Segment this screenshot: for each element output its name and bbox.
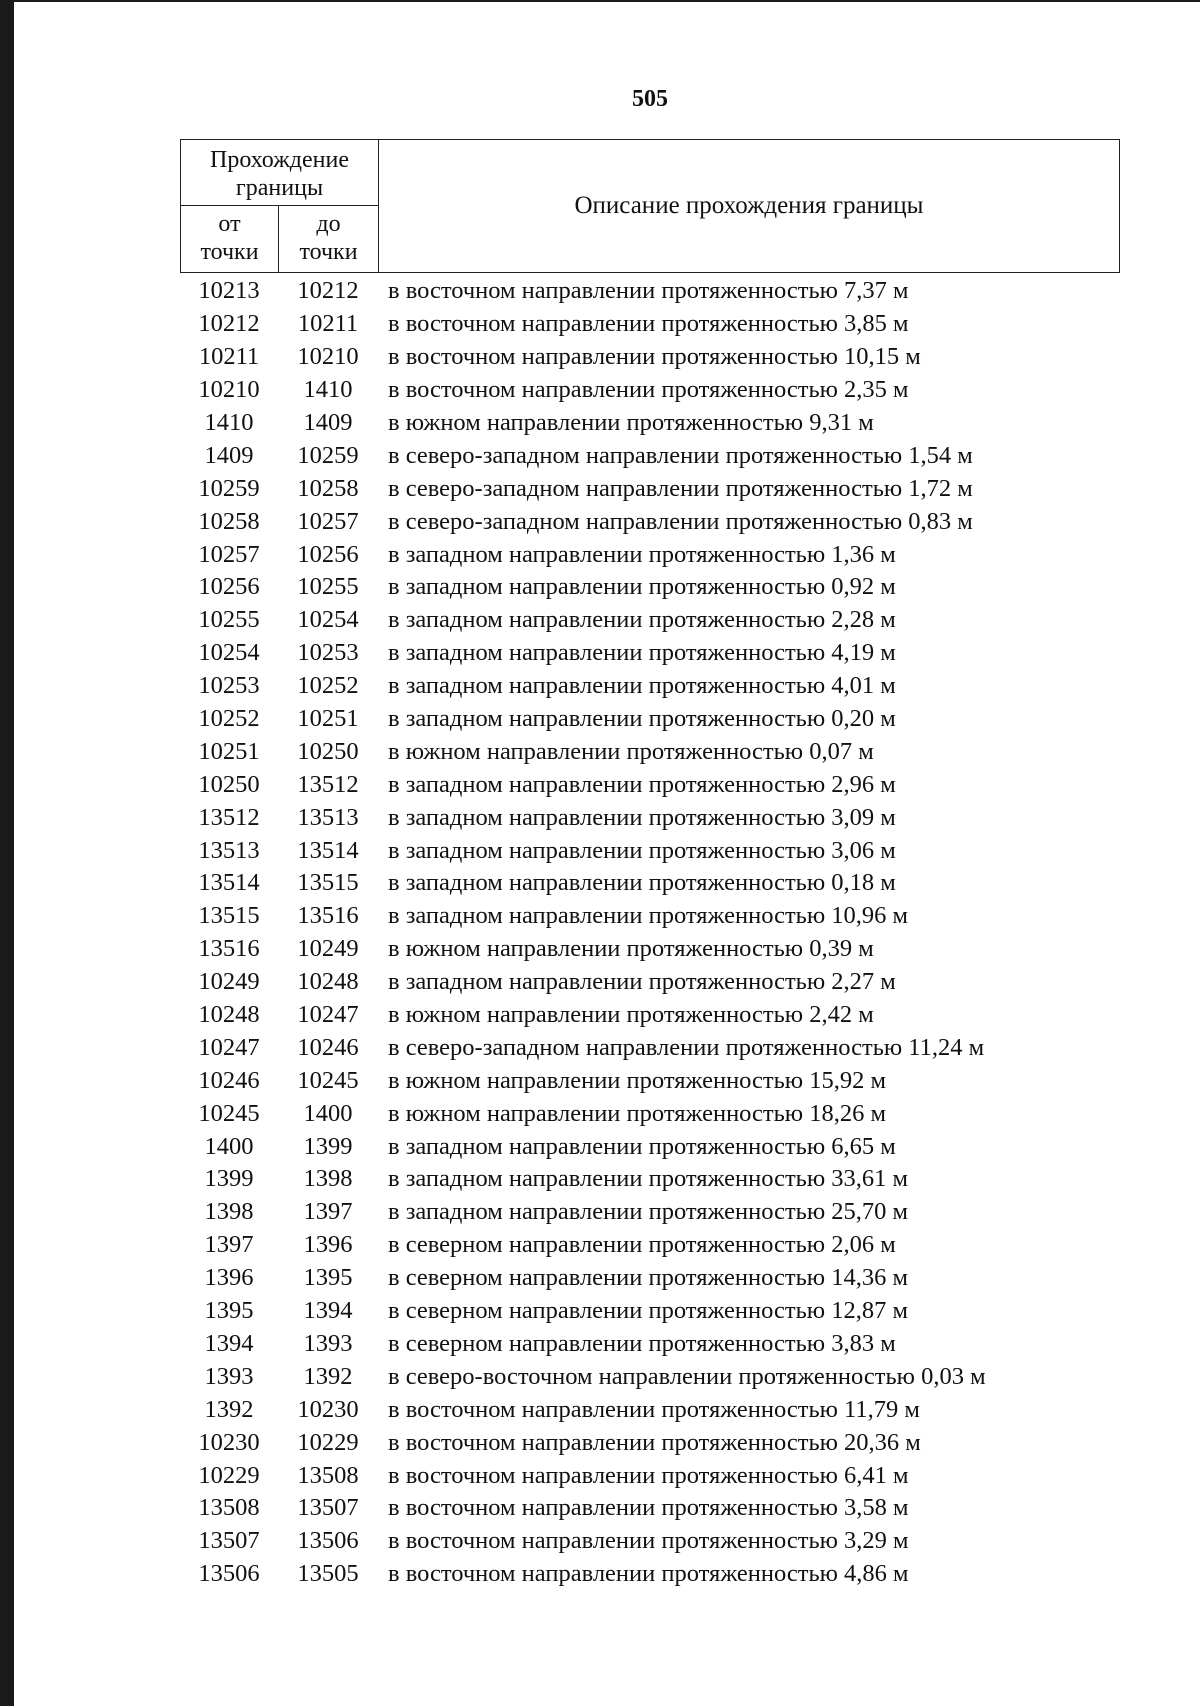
cell-description: в восточном направлении протяженностью 3,85 м [388,310,909,338]
cell-from-point: 13508 [198,1494,260,1522]
table-row [180,604,1120,637]
cell-description: в северо-западном направлении протяженностью 1,54 м [388,441,973,469]
table-row [180,1393,1120,1426]
table-row [180,1229,1120,1262]
table-header [180,139,1120,273]
cell-from-point: 10229 [198,1461,260,1489]
cell-to-point: 10229 [297,1428,359,1456]
header-from-point [181,206,279,272]
cell-description: в северном направлении протяженностью 2,06 м [388,1231,896,1259]
cell-to-point: 10251 [297,705,359,733]
cell-to-point: 13515 [297,869,359,897]
cell-to-point: 10248 [297,968,359,996]
cell-to-point: 10255 [297,573,359,601]
cell-to-point: 13507 [297,1494,359,1522]
table-row [180,341,1120,374]
cell-from-point: 10246 [198,1066,260,1094]
cell-description: в западном направлении протяженностью 1,36 м [388,540,896,568]
cell-description: в восточном направлении протяженностью 6,41 м [388,1461,909,1489]
header-to-line2: точки [299,239,358,265]
table-row [180,999,1120,1032]
cell-to-point: 13505 [297,1560,359,1588]
cell-description: в западном направлении протяженностью 0,20 м [388,705,896,733]
cell-description: в южном направлении протяженностью 18,26 м [388,1099,886,1127]
cell-description: в южном направлении протяженностью 15,92 м [388,1066,886,1094]
cell-from-point: 10253 [198,672,260,700]
cell-to-point: 10256 [297,540,359,568]
cell-from-point: 10210 [198,376,260,404]
cell-from-point: 1397 [204,1231,254,1259]
cell-description: в западном направлении протяженностью 33,61 м [388,1165,909,1193]
cell-from-point: 1400 [204,1132,254,1160]
table-row [180,900,1120,933]
cell-from-point: 13516 [198,935,260,963]
cell-from-point: 10254 [198,639,260,667]
table-row [180,472,1120,505]
cell-from-point: 10255 [198,606,260,634]
cell-from-point: 10252 [198,705,260,733]
table-row [180,571,1120,604]
cell-description: в южном направлении протяженностью 0,39 м [388,935,874,963]
table-row [180,735,1120,768]
cell-description: в восточном направлении протяженностью 2,35 м [388,376,909,404]
header-passage-line2: границы [235,175,324,201]
cell-description: в восточном направлении протяженностью 11,79 м [388,1395,920,1423]
cell-from-point: 10258 [198,507,260,535]
cell-to-point: 10230 [297,1395,359,1423]
cell-to-point: 1398 [303,1165,353,1193]
cell-description: в северо-западном направлении протяженностью 11,24 м [388,1033,985,1061]
cell-description: в восточном направлении протяженностью 4,86 м [388,1560,909,1588]
cell-description: в западном направлении протяженностью 4,19 м [388,639,896,667]
cell-from-point: 10212 [198,310,260,338]
cell-description: в северном направлении протяженностью 3,83 м [388,1329,896,1357]
cell-to-point: 1410 [303,376,353,404]
cell-from-point: 10211 [198,343,260,371]
cell-description: в северо-западном направлении протяженностью 1,72 м [388,474,973,502]
table-row [180,1262,1120,1295]
header-from-line2: точки [200,239,259,265]
cell-description: в западном направлении протяженностью 6,65 м [388,1132,896,1160]
table-row [180,933,1120,966]
cell-to-point: 10252 [297,672,359,700]
cell-description: в восточном направлении протяженностью 20,36 м [388,1428,921,1456]
cell-from-point: 10249 [198,968,260,996]
cell-from-point: 10250 [198,770,260,798]
table-row [180,505,1120,538]
cell-to-point: 13514 [297,836,359,864]
cell-from-point: 13507 [198,1527,260,1555]
table-row [180,1130,1120,1163]
table-row [180,966,1120,999]
cell-description: в северном направлении протяженностью 14,36 м [388,1264,908,1292]
cell-from-point: 1399 [204,1165,254,1193]
table-row [180,637,1120,670]
cell-to-point: 10246 [297,1033,359,1061]
cell-to-point: 1409 [303,409,353,436]
scan-edge [0,0,14,1706]
cell-description: в южном направлении протяженностью 2,42 м [388,1001,874,1029]
cell-from-point: 1394 [204,1329,254,1357]
table-row [180,1064,1120,1097]
cell-description: в западном направлении протяженностью 4,01 м [388,672,896,700]
cell-from-point: 13513 [198,836,260,864]
table-row [180,275,1120,308]
cell-to-point: 10210 [297,343,359,371]
cell-from-point: 13512 [198,803,260,831]
header-from-line1: от [218,211,241,237]
header-passage-line1: Прохождение [209,147,349,173]
table-body [180,275,1120,1591]
cell-from-point: 10259 [198,474,260,502]
cell-from-point: 10256 [198,573,260,601]
cell-to-point: 10253 [297,639,359,667]
cell-description: в восточном направлении протяженностью 3,29 м [388,1527,909,1555]
cell-to-point: 1397 [303,1198,353,1226]
page-number: 505 [632,86,668,112]
cell-description: в западном направлении протяженностью 2,27 м [388,968,896,996]
cell-description: в западном направлении протяженностью 0,92 м [388,573,896,601]
cell-to-point: 13508 [297,1461,359,1489]
cell-description: в восточном направлении протяженностью 7,37 м [388,277,909,305]
cell-to-point: 1400 [303,1099,353,1127]
cell-from-point: 10247 [198,1033,260,1061]
table-row [180,1097,1120,1130]
table-row [180,1295,1120,1328]
table-row [180,867,1120,900]
table-row [180,1031,1120,1064]
cell-to-point: 13506 [297,1527,359,1555]
header-to-point [279,206,379,272]
table-row [180,308,1120,341]
cell-to-point: 10211 [297,310,359,338]
cell-description: в восточном направлении протяженностью 3,58 м [388,1494,909,1522]
cell-from-point: 10230 [198,1428,260,1456]
cell-to-point: 10254 [297,606,359,634]
cell-description: в западном направлении протяженностью 3,06 м [388,836,896,864]
cell-description: в северо-западном направлении протяженностью 0,83 м [388,507,973,535]
cell-from-point: 1410 [204,409,254,436]
scan-edge-top [0,0,1200,2]
cell-description: в южном направлении протяженностью 9,31 м [388,409,874,436]
cell-description: в западном направлении протяженностью 3,09 м [388,803,896,831]
table-row [180,703,1120,736]
cell-from-point: 10213 [198,277,260,305]
table-row [180,1360,1120,1393]
cell-description: в западном направлении протяженностью 10,96 м [388,902,909,930]
header-description: Описание прохождения границы [574,192,924,219]
cell-description: в западном направлении протяженностью 2,28 м [388,606,896,634]
cell-to-point: 10245 [297,1066,359,1094]
cell-from-point: 1392 [204,1395,254,1423]
table-row [180,439,1120,472]
cell-from-point: 1393 [204,1362,254,1390]
cell-description: в восточном направлении протяженностью 10,15 м [388,343,921,371]
cell-to-point: 1395 [303,1264,353,1292]
cell-from-point: 1395 [204,1297,254,1325]
header-to-line1: до [316,211,341,237]
cell-to-point: 1393 [303,1329,353,1357]
cell-to-point: 13512 [297,770,359,798]
cell-description: в южном направлении протяженностью 0,07 м [388,737,874,765]
cell-from-point: 13514 [198,869,260,897]
table-row [180,1558,1120,1591]
cell-from-point: 10257 [198,540,260,568]
cell-to-point: 1396 [303,1231,353,1259]
table-row [180,407,1120,440]
cell-description: в северном направлении протяженностью 12,87 м [388,1297,908,1325]
table-row [180,1328,1120,1361]
cell-description: в западном направлении протяженностью 25,70 м [388,1198,909,1226]
cell-to-point: 1392 [303,1362,353,1390]
cell-to-point: 10212 [297,277,359,305]
table-row [180,801,1120,834]
cell-from-point: 10245 [198,1099,260,1127]
cell-description: в северо-восточном направлении протяженностью 0,03 м [388,1362,986,1390]
cell-to-point: 10250 [297,737,359,765]
header-passage [181,140,379,206]
table-row [180,670,1120,703]
table-row [180,1492,1120,1525]
cell-to-point: 10259 [297,441,359,469]
cell-from-point: 13515 [198,902,260,930]
cell-from-point: 1398 [204,1198,254,1226]
table-row [180,1163,1120,1196]
cell-from-point: 10248 [198,1001,260,1029]
table-row [180,1459,1120,1492]
cell-description: в западном направлении протяженностью 2,96 м [388,770,896,798]
cell-to-point: 1399 [303,1132,353,1160]
cell-to-point: 13516 [297,902,359,930]
cell-from-point: 1396 [204,1264,254,1292]
cell-to-point: 13513 [297,803,359,831]
table-row [180,768,1120,801]
table-row [180,374,1120,407]
table-row [180,834,1120,867]
cell-from-point: 13506 [198,1560,260,1588]
table-row [180,1426,1120,1459]
cell-from-point: 10251 [198,737,260,765]
table-row [180,1525,1120,1558]
cell-to-point: 10249 [297,935,359,963]
cell-to-point: 10258 [297,474,359,502]
cell-from-point: 1409 [204,441,254,469]
cell-description: в западном направлении протяженностью 0,18 м [388,869,896,897]
cell-to-point: 10257 [297,507,359,535]
table-row [180,1196,1120,1229]
table-row [180,538,1120,571]
cell-to-point: 10247 [297,1001,359,1029]
cell-to-point: 1394 [303,1297,353,1325]
